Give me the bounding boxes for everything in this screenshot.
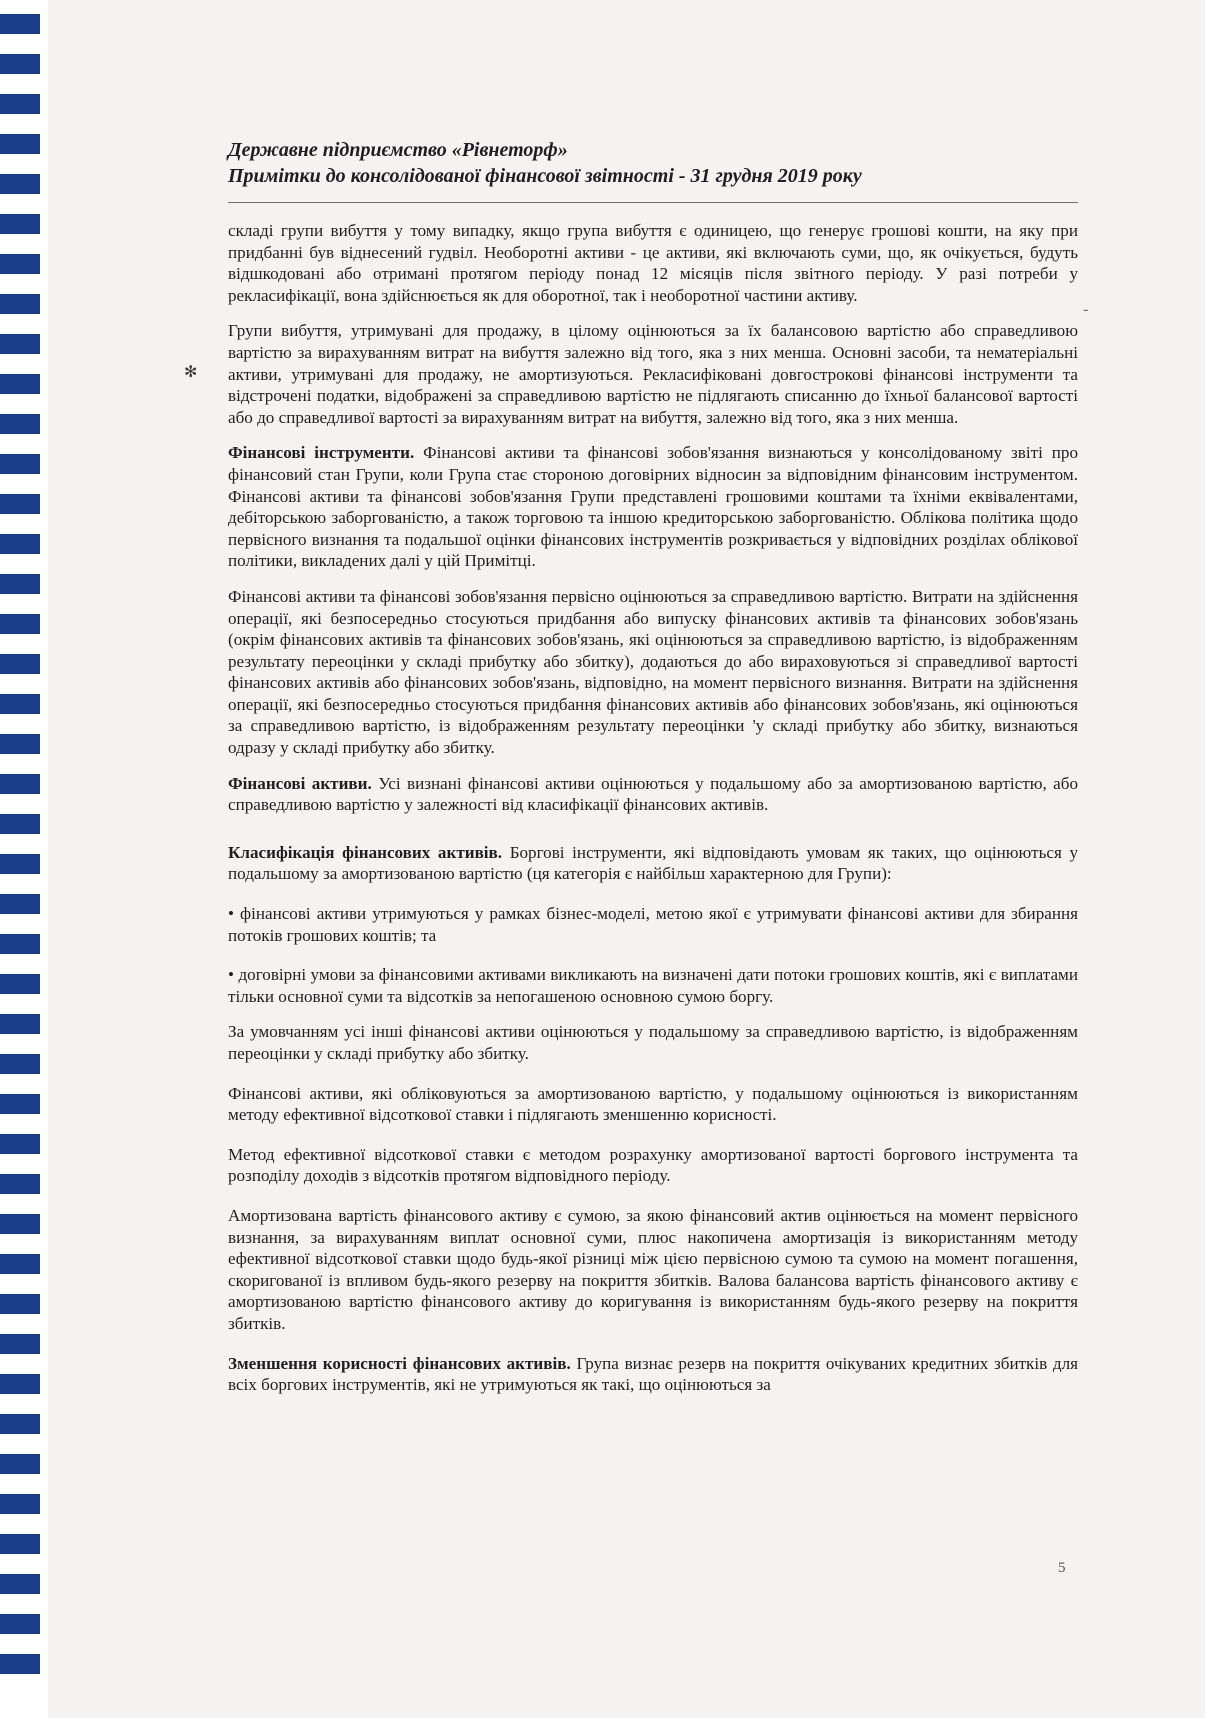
bullet-item: • договірні умови за фінансовими активами викликають на визначені дати потоки грошових коштів, які є виплатами тільки основної суми та відсотків за непогашеною основною сумою боргу.: [228, 965, 1078, 1006]
paragraph: Метод ефективної відсоткової ставки є методом розрахунку амортизованої вартості боргового інструмента та розподілу доходів з відсотків протягом відповідного періоду.: [228, 1144, 1078, 1186]
paragraph-heading: Фінансові активи.: [228, 773, 372, 793]
paragraph: складі групи вибуття у тому випадку, якщо група вибуття є одиницею, що генерує грошові кошти, на яку при придбанні був віднесений гудвіл. Необоротні активи - це активи, які включають суми, що, як очікується, будуть відшкодовані або отримані протягом періоду понад 12 місяців після звітного періоду. У разі потреби у рекласифікації, вона здійснюється як для оборотної, так і необоротної частини активу.: [228, 221, 1078, 305]
header-subtitle: Примітки до консолідованої фінансової звітності - 31 грудня 2019 року: [228, 165, 862, 187]
paragraph-impairment: Зменшення корисності фінансових активів. Група визнає резерв на покриття очікуваних кредитних збитків для всіх боргових інструментів, які не утримуються як такі, що оцінюються за: [228, 1353, 1078, 1395]
paragraph-heading: Класифікація фінансових активів.: [228, 842, 503, 862]
header-divider: [228, 202, 1078, 203]
header-company: Державне підприємство «Рівнеторф»: [228, 139, 568, 161]
paragraph: Групи вибуття, утримувані для продажу, в цілому оцінюються за їх балансовою вартістю або справедливою вартістю за вирахуванням витрат на вибуття залежно від того, яка з них менша. Основні засоби, та нематеріальні активи, утримувані для продажу, не амортизуються. Рекласифіковані довгострокові фінансові інструменти та відстрочені податки, відображені за справедливою вартістю не підлягають списанню до їхньої балансової вартості або до справедливої вартості за вирахуванням витрат на вибуття, залежно від того, яка з них менша.: [228, 321, 1078, 427]
body-text: [228, 220, 1078, 1410]
paragraph: За умовчанням усі інші фінансові активи оцінюються у подальшому за справедливою вартістю, із відображенням переоцінки у складі прибутку або збитку.: [228, 1022, 1078, 1063]
paragraph: Фінансові активи та фінансові зобов'язання первісно оцінюються за справедливою вартістю. Витрати на здійснення операції, які безпосередньо стосуються придбання або випуску фінансових активів та фінансових зобов'язань (окрім фінансових активів та фінансових зобов'язань, які оцінюються за справедливою вартістю, із відображенням результату переоцінки у складі прибутку або збитку), додаються до або вираховуються зі справедливої вартості фінансових активів або фінансових зобов'язань, відповідно, на момент первісного визнання. Витрати на здійснення операції, які безпосередньо стосуються придбання фінансових активів або фінансових зобов'язань, які оцінюються за справедливою вартістю, із відображенням результату переоцінки 'у складі прибутку або збитку, визнаються одразу у складі прибутку або збитку.: [228, 586, 1078, 758]
paragraph-financial-instruments: Фінансові інструменти. Фінансові активи та фінансові зобов'язання визнаються у консолідованому звіті про фінансовий стан Групи, коли Група стає стороною договірних відносин за відповідним фінансовим інструментом. Фінансові активи та фінансові зобов'язання Групи представлені грошовими коштами та їхніми еквівалентами, дебіторською заборгованістю, а також торговою та іншою кредиторською заборгованістю. Облікова політика щодо первісного визнання та подальшої оцінки фінансових інструментів розкривається у відповідних розділах облікової політики, викладених далі у цій Примітці.: [228, 443, 1078, 571]
paragraph: Амортизована вартість фінансового активу є сумою, за якою фінансовий актив оцінюється на момент первісного визнання, за вирахуванням виплат основної суми, плюс накопичена амортизація із використанням методу ефективної відсоткової ставки щодо будь-якої різниці між цією первісною сумою та сумою на момент погашення, скоригованої із впливом будь-якого резерву на покриття збитків. Валова балансова вартість фінансового активу є амортизованою вартістю фінансового активу до коригування із використанням будь-якого резерву на покриття збитків.: [228, 1205, 1078, 1333]
margin-mark-icon: ✻: [184, 364, 198, 381]
page-header: [228, 137, 1078, 189]
paragraph-classification: Класифікація фінансових активів. Боргові інструменти, які відповідають умовам як таких, що оцінюються у подальшому за амортизованою вартістю (ця категорія є найбільш характерною для Групи):: [228, 842, 1078, 884]
paragraph-heading: Зменшення корисності фінансових активів.: [228, 1353, 571, 1373]
paragraph-financial-assets: Фінансові активи. Усі визнані фінансові активи оцінюються у подальшому або за амортизованою вартістю, або справедливою вартістю у залежності від класифікації фінансових активів.: [228, 773, 1078, 815]
paragraph-heading: Фінансові інструменти.: [228, 443, 415, 463]
bullet-item: • фінансові активи утримуються у рамках бізнес-моделі, метою якої є утримувати фінансові активи для збирання потоків грошових коштів; та: [228, 904, 1078, 945]
paragraph: Фінансові активи, які обліковуються за амортизованою вартістю, у подальшому оцінюються із використанням методу ефективної відсоткової ставки і підлягають зменшенню корисності.: [228, 1083, 1078, 1125]
dash-mark-icon: -: [1083, 301, 1089, 318]
page-number: 5: [1058, 1560, 1066, 1576]
